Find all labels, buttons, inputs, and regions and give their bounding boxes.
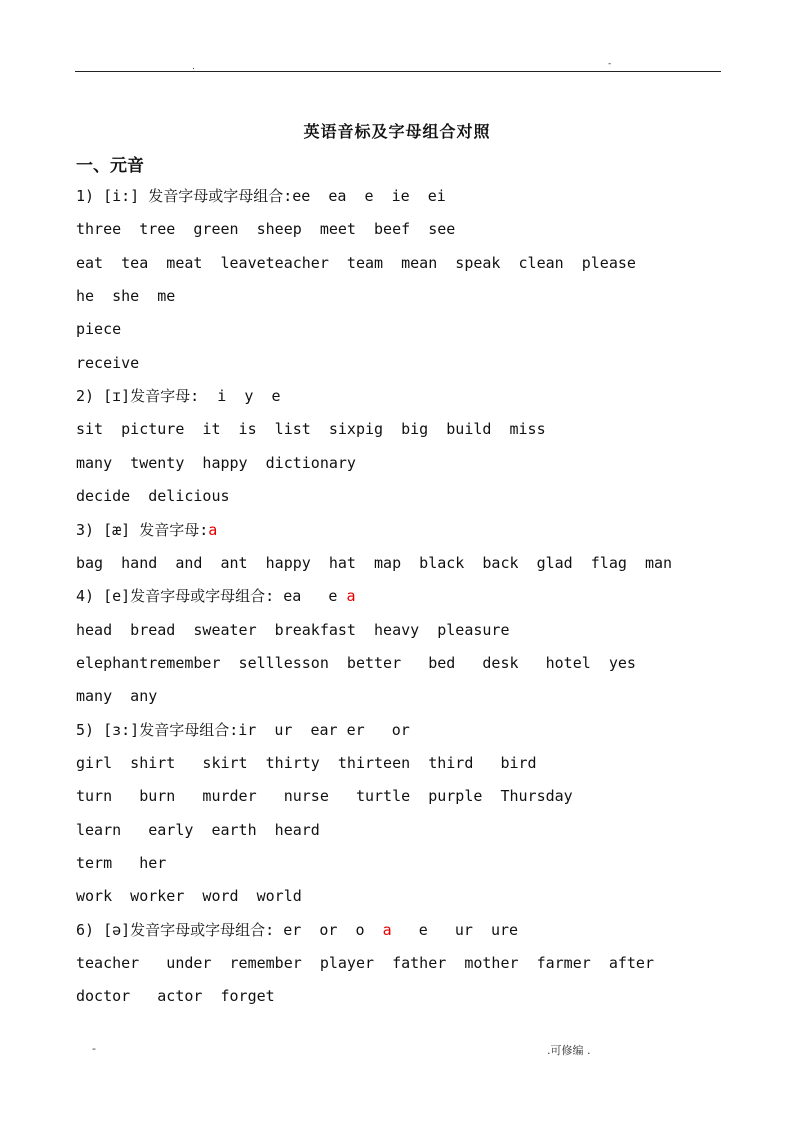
text-line (76, 587, 356, 605)
text-line (76, 220, 455, 238)
text-line (76, 754, 537, 772)
header-rule (75, 71, 721, 72)
line-text: girl shirt skirt thirty thirteen third bird (76, 753, 537, 772)
line-text: work worker word world (76, 887, 302, 906)
line-text: elephantremember selllesson better bed desk hotel yes (76, 653, 636, 672)
text-line (76, 854, 166, 872)
text-line (76, 320, 121, 338)
header-mark-left: . (192, 62, 195, 72)
text-line (76, 187, 446, 205)
line-text: 6) [ə]发音字母或字母组合: er or o (76, 920, 383, 939)
line-text: turn burn murder nurse turtle purple Thursday (76, 787, 573, 806)
text-line (76, 387, 281, 405)
document-title: 英语音标及字母组合对照 (303, 122, 491, 141)
line-text: many twenty happy dictionary (76, 453, 356, 472)
line-text: 2) [ɪ]发音字母: i y e (76, 387, 281, 406)
line-text: he she me (76, 287, 176, 306)
text-line (76, 954, 654, 972)
line-text: e ur ure (391, 920, 519, 939)
line-text: 3) [æ] 发音字母: (76, 520, 209, 539)
text-line (76, 521, 217, 539)
text-line (76, 354, 139, 372)
text-line (76, 721, 410, 739)
line-text: 5) [ɜ:]发音字母组合:ir ur ear er or (76, 720, 410, 739)
line-text: learn early earth heard (76, 820, 320, 839)
text-line (76, 654, 636, 672)
text-line (76, 454, 356, 472)
highlighted-letter: a (346, 587, 356, 606)
text-line (76, 887, 302, 905)
text-line (76, 420, 546, 438)
footer-mark-left: - (92, 1042, 96, 1055)
footer-editable-note: .可修编 . (547, 1044, 591, 1057)
header-mark-right: - (608, 59, 612, 69)
line-text: 4) [e]发音字母或字母组合: ea e (76, 587, 347, 606)
text-line (76, 487, 230, 505)
line-text: term her (76, 854, 167, 872)
text-line (76, 287, 175, 305)
text-line (76, 987, 275, 1005)
highlighted-letter: a (382, 920, 392, 939)
line-text: eat tea meat leaveteacher team mean speak clean please (76, 253, 636, 272)
text-line (76, 821, 320, 839)
line-text: bag hand and ant happy hat map black back glad flag man (76, 553, 673, 572)
line-text: 1) [i:] 发音字母或字母组合:ee ea e ie ei (76, 187, 446, 205)
line-text: teacher under remember player father mother farmer after (76, 954, 654, 973)
highlighted-letter: a (208, 520, 218, 539)
line-text: sit picture it is list sixpig big build miss (76, 420, 546, 439)
line-text: piece (76, 320, 122, 339)
line-text: receive (76, 353, 140, 372)
text-line (76, 921, 518, 939)
line-text: head bread sweater breakfast heavy pleasure (76, 620, 510, 639)
line-text: many any (76, 687, 158, 706)
text-line (76, 254, 636, 272)
section-heading: 一、元音 (76, 156, 144, 176)
line-text: doctor actor forget (76, 987, 275, 1006)
line-text: decide delicious (76, 487, 230, 506)
text-line (76, 621, 509, 639)
text-line (76, 554, 672, 572)
text-line (76, 787, 573, 805)
line-text: three tree green sheep meet beef see (76, 220, 456, 239)
text-line (76, 687, 157, 705)
